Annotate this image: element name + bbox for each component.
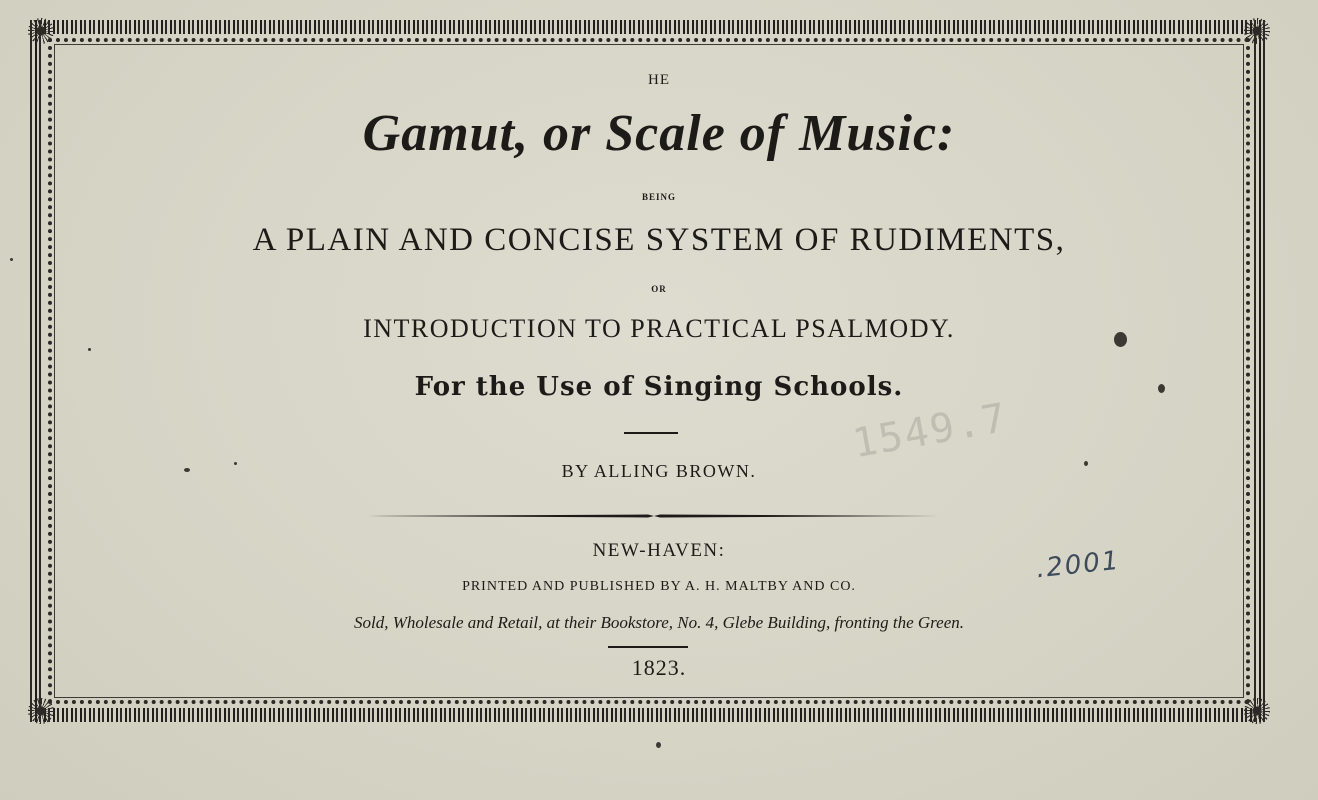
corner-ornament-top-left [28,18,54,44]
handwritten-number: .2001 [1034,545,1122,585]
author-line: BY ALLING BROWN. [561,461,757,481]
use-line-blackletter: For the Use of Singing Schools. [414,372,904,402]
ink-speck [1114,332,1127,347]
publication-place: NEW-HAVEN: [592,540,726,561]
bookseller-line: Sold, Wholesale and Retail, at their Bookstore, No. 4, Glebe Building, fronting the Green. [353,613,965,632]
subtitle-rudiments: A PLAIN AND CONCISE SYSTEM OF RUDIMENTS, [252,222,1066,258]
corner-ornament-top-right [1244,18,1270,44]
ink-speck [1084,461,1088,466]
connector-or: OR [651,284,667,294]
ornamental-divider-rule [368,514,940,518]
short-divider-rule [624,432,678,434]
publication-year: 1823. [631,655,687,680]
ink-speck [1158,384,1165,393]
corner-ornament-bottom-left [28,698,54,724]
connector-being: BEING [641,192,676,202]
ink-speck [88,348,91,351]
ink-speck [10,258,13,261]
ink-speck [184,468,190,472]
ink-speck [656,742,661,748]
main-title: Gamut, or Scale of Music: [362,105,956,162]
printer-line: PRINTED AND PUBLISHED BY A. H. MALTBY AND CO. [462,579,856,594]
ink-speck [234,462,237,465]
title-prefix: HE [648,72,670,88]
year-rule [608,646,688,648]
corner-ornament-bottom-right [1244,698,1270,724]
subtitle-psalmody: INTRODUCTION TO PRACTICAL PSALMODY. [363,314,955,343]
faint-stamp: 1549.7 [849,394,1012,468]
